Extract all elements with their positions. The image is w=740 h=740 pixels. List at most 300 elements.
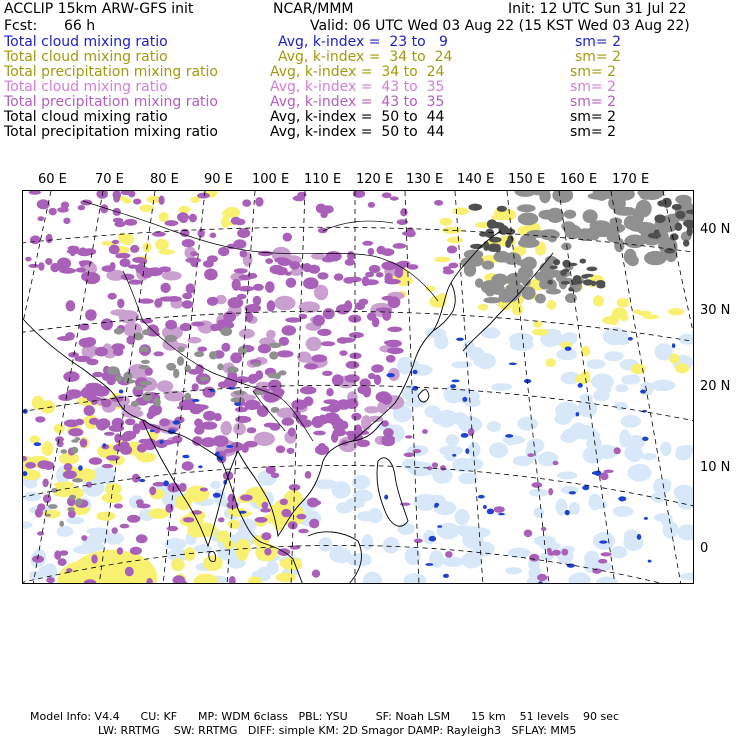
cloud-light-purple-patch [162,271,182,280]
precip-purple-patch [547,548,552,553]
precip-purple-patch [80,439,88,448]
precip-purple-patch [50,263,59,272]
cloud-dark-gray-patch [654,229,660,239]
precip-purple-patch [258,251,273,256]
precip-purple-patch [112,527,118,534]
precip-purple-patch [345,374,360,382]
cloud-blue-streak [34,442,42,446]
cloud-light-blue-patch [404,399,427,407]
field-smoothing: sm= 2 [575,34,622,50]
precip-purple-patch [529,554,539,562]
precip-purple-patch [601,552,612,556]
precip-purple-patch [309,519,319,529]
precip-purple-patch [63,371,79,382]
precip-purple-patch [253,296,262,306]
cloud-dark-gray-patch [672,204,682,210]
precip-yellow-patch [194,574,218,584]
field-name: Total cloud mixing ratio [4,79,168,95]
cloud-light-blue-patch [505,567,522,574]
precip-purple-patch [106,455,120,461]
cloud-dark-gray-patch [479,232,488,237]
cloud-gray-patch [177,346,184,352]
cloud-dark-gray-patch [553,259,560,265]
cloud-blue-streak [578,383,583,388]
longitude-label: 70 E [95,172,124,187]
precip-purple-patch [440,465,446,470]
cloud-gray-patch [514,191,536,197]
latitude-label: 30 N [700,303,731,318]
cloud-gray-patch [139,346,149,352]
precip-purple-patch [83,248,97,255]
cloud-gray-patch [678,196,691,212]
precip-yellow-patch [121,234,134,245]
cloud-gray-patch [481,280,499,294]
precip-purple-patch [228,297,244,308]
cloud-blue-streak [182,455,186,458]
precip-purple-patch [46,577,55,583]
longitude-label: 150 E [508,172,546,187]
precip-purple-patch [113,348,123,356]
cloud-light-blue-patch [642,453,657,460]
cloud-gray-patch [67,507,74,512]
precip-purple-patch [147,267,163,276]
cloud-light-blue-patch [680,573,695,580]
cloud-blue-streak [413,370,418,374]
cloud-blue-streak [78,465,83,471]
precip-yellow-patch [426,286,436,292]
cloud-gray-patch [561,243,571,251]
precip-purple-patch [97,418,111,429]
precip-purple-patch [317,329,331,336]
precip-purple-patch [386,355,396,363]
cloud-light-blue-patch [626,446,643,462]
precip-purple-patch [282,418,295,426]
cloud-light-blue-patch [509,333,534,346]
cloud-dark-gray-patch [550,265,558,269]
cloud-gray-patch [141,360,150,364]
cloud-blue-streak [640,390,646,394]
precip-purple-patch [203,411,216,421]
cloud-light-blue-patch [628,374,640,384]
cloud-light-blue-patch [462,552,482,568]
cloud-light-blue-patch [615,402,628,411]
precip-purple-patch [124,219,137,226]
precip-purple-patch [285,317,301,322]
cloud-light-blue-patch [105,532,124,544]
precip-purple-patch [271,473,280,478]
precip-purple-patch [432,462,438,468]
cloud-blue-streak [565,510,570,515]
precip-purple-patch [548,488,553,495]
precip-purple-patch [78,205,86,210]
cloud-dark-gray-patch [675,211,685,219]
precip-purple-patch [255,517,268,523]
cloud-blue-streak [226,445,233,448]
cloud-gray-patch [546,288,561,294]
precip-yellow-patch [447,237,463,244]
cloud-gray-patch [69,495,76,500]
precip-purple-patch [128,191,135,197]
cloud-light-blue-patch [57,526,74,537]
cloud-blue-streak [642,437,648,441]
precip-purple-patch [261,532,271,540]
precip-purple-patch [192,436,203,446]
precip-purple-patch [29,191,41,195]
precip-purple-patch [299,314,308,320]
precip-purple-patch [393,243,407,249]
precip-purple-patch [66,300,76,311]
precip-purple-patch [604,470,614,473]
precip-purple-patch [323,399,338,404]
cloud-gray-patch [512,275,521,285]
cloud-gray-patch [166,363,176,371]
precip-purple-patch [160,283,170,293]
precip-purple-patch [95,347,108,357]
longitude-label: 160 E [560,172,598,187]
precip-purple-patch [120,524,130,529]
cloud-gray-patch [173,369,179,378]
precip-purple-patch [214,439,226,447]
cloud-gray-patch [131,401,139,407]
cloud-gray-patch [538,210,556,220]
precip-purple-patch [68,246,80,251]
precip-purple-patch [394,268,403,279]
precip-yellow-patch [216,530,230,542]
precip-yellow-patch [123,198,131,204]
longitude-label: 170 E [612,172,650,187]
precip-purple-patch [346,361,360,369]
cloud-blue-streak [487,509,494,515]
precip-purple-patch [89,457,102,465]
precip-yellow-patch [96,512,115,521]
cloud-gray-patch [238,346,247,355]
precip-purple-patch [402,231,415,236]
precip-purple-patch [207,255,218,262]
model-info-line: Model Info: V4.4 CU: KF MP: WDM 6class PBL: YSU SF: Noah LSM 15 km 51 levels 90 sec [30,710,620,723]
cloud-light-blue-patch [404,573,426,584]
cloud-blue-streak [569,491,576,494]
field-avg-kindex: Avg, k-index = 43 to 35 [270,94,445,110]
cloud-blue-streak [434,505,438,508]
precip-purple-patch [404,453,415,458]
longitude-label: 110 E [304,172,342,187]
precip-yellow-patch [532,329,549,336]
cloud-gray-patch [535,294,546,304]
cloud-gray-patch [115,375,123,382]
precip-purple-patch [376,307,392,312]
valid-time: Valid: 06 UTC Wed 03 Aug 22 (15 KST Wed 03 Aug 22) [310,18,690,34]
cloud-light-purple-patch [364,406,379,413]
latitude-label: 0 [700,541,709,556]
precip-yellow-patch [178,206,190,214]
cloud-gray-patch [220,327,232,336]
precip-purple-patch [318,443,326,450]
cloud-blue-streak [173,420,181,424]
precip-purple-patch [37,460,50,469]
cloud-light-blue-patch [570,423,587,440]
precip-yellow-patch [669,354,680,364]
precip-purple-patch [65,332,75,340]
cloud-light-blue-patch [651,492,667,502]
precip-purple-patch [371,364,384,373]
cloud-blue-streak [465,448,469,454]
cloud-light-blue-patch [329,546,347,563]
cloud-blue-streak [384,495,388,500]
precip-purple-patch [127,515,140,523]
precip-yellow-patch [155,239,169,251]
precip-purple-patch [153,351,163,356]
cloud-light-blue-patch [491,383,512,391]
precip-purple-patch [91,554,97,563]
precip-purple-patch [186,283,195,293]
precip-purple-patch [349,353,361,360]
cloud-gray-patch [520,234,536,247]
cloud-dark-gray-patch [561,281,570,285]
precip-purple-patch [285,272,292,276]
cloud-blue-streak [644,517,648,520]
precip-purple-patch [28,264,39,268]
cloud-light-blue-patch [557,471,577,479]
cloud-blue-streak [498,513,505,515]
precip-purple-patch [84,405,95,416]
precip-purple-patch [63,218,70,224]
cloud-light-blue-patch [336,502,353,513]
precip-purple-patch [318,228,328,234]
precip-purple-patch [66,389,82,398]
precip-purple-patch [242,199,251,206]
precip-purple-patch [25,462,36,469]
precip-purple-patch [136,534,148,543]
precip-purple-patch [75,419,84,426]
cloud-light-blue-patch [442,557,464,567]
field-name: Total precipitation mixing ratio [4,64,218,80]
precip-purple-patch [123,431,136,440]
cloud-blue-streak [509,363,517,366]
cloud-gray-patch [516,260,531,267]
cloud-blue-streak [437,525,442,528]
cloud-light-blue-patch [383,537,400,554]
cloud-light-blue-patch [66,517,84,525]
precip-purple-patch [224,449,234,453]
longitude-label: 130 E [406,172,444,187]
precip-yellow-patch [280,558,303,569]
precip-purple-patch [82,385,98,397]
cloud-blue-streak [582,485,589,490]
cloud-light-purple-patch [157,380,174,392]
field-smoothing: sm= 2 [570,64,617,80]
latitude-label: 40 N [700,222,731,237]
cloud-light-blue-patch [621,415,641,428]
precip-purple-patch [300,386,317,394]
precip-purple-patch [232,279,241,291]
precip-purple-patch [262,502,269,509]
cloud-blue-streak [483,505,487,509]
precip-purple-patch [45,258,52,265]
latitude-label: 10 N [700,460,731,475]
cloud-dark-gray-patch [491,222,505,228]
precip-purple-patch [183,517,194,522]
precip-purple-patch [553,461,559,466]
cloud-light-blue-patch [436,410,457,428]
cloud-light-blue-patch [23,492,41,502]
precip-purple-patch [117,547,123,554]
precip-yellow-patch [619,315,629,321]
longitude-label: 140 E [457,172,495,187]
precip-yellow-patch [276,572,296,582]
precip-purple-patch [200,488,208,492]
precip-purple-patch [355,302,366,310]
cloud-light-blue-patch [596,577,618,584]
cloud-light-blue-patch [487,421,501,432]
precip-purple-patch [182,239,195,247]
cloud-blue-streak [213,493,221,498]
cloud-gray-patch [142,329,150,335]
cloud-light-blue-patch [677,524,694,540]
cloud-blue-streak [462,397,467,402]
precip-purple-patch [37,531,44,535]
cloud-light-blue-patch [615,384,628,392]
precip-purple-patch [413,449,422,453]
precip-purple-patch [345,398,358,409]
precip-yellow-patch [159,212,169,222]
cloud-blue-streak [628,337,633,341]
precip-purple-patch [247,273,257,279]
cloud-dark-gray-patch [654,214,665,223]
precip-purple-patch [235,376,250,383]
cloud-dark-gray-patch [586,267,597,272]
cloud-gray-patch [139,381,152,386]
precip-purple-patch [264,423,276,428]
precip-purple-patch [363,279,379,285]
precip-yellow-patch [581,371,590,379]
cloud-gray-patch [539,191,550,203]
precip-purple-patch [253,284,264,291]
precip-purple-patch [386,340,402,347]
cloud-gray-patch [75,498,82,506]
precip-yellow-patch [236,544,248,561]
precip-purple-patch [289,261,300,269]
physics-info-line: LW: RRTMG SW: RRTMG DIFF: simple KM: 2D Smagor DAMP: Rayleigh3 SFLAY: MM5 [98,724,577,737]
precip-purple-patch [117,299,124,309]
cloud-blue-streak [456,338,464,341]
field-smoothing: sm= 2 [570,124,617,140]
cloud-gray-patch [234,390,246,395]
cloud-gray-patch [227,367,239,374]
cloud-light-blue-patch [331,481,350,498]
precip-purple-patch [203,387,216,398]
precip-purple-patch [204,269,218,281]
precip-purple-patch [312,500,321,505]
cloud-gray-patch [564,210,576,219]
precip-purple-patch [344,300,352,311]
precip-purple-patch [274,257,289,263]
precip-purple-patch [468,428,474,436]
precip-purple-patch [115,253,122,258]
cloud-dark-gray-patch [670,233,679,240]
cloud-light-blue-patch [527,439,545,453]
cloud-light-blue-patch [580,394,593,402]
precip-purple-patch [87,359,99,366]
precip-yellow-patch [40,400,55,413]
precip-purple-patch [165,220,179,226]
cloud-gray-patch [561,221,575,231]
precip-purple-patch [165,504,173,513]
cloud-light-purple-patch [239,329,255,339]
precip-purple-patch [552,550,561,556]
precip-purple-patch [387,327,402,333]
field-smoothing: sm= 2 [570,94,617,110]
cloud-blue-streak [478,495,485,499]
precip-purple-patch [190,406,202,415]
precip-purple-patch [159,296,174,301]
cloud-light-blue-patch [475,353,496,369]
precip-purple-patch [323,308,335,319]
precip-purple-patch [315,417,329,424]
precip-purple-patch [159,418,170,426]
precip-purple-patch [614,447,621,454]
precip-purple-patch [235,416,251,423]
precip-purple-patch [265,258,273,264]
cloud-gray-patch [134,386,144,390]
precip-purple-patch [57,441,64,447]
precip-purple-patch [37,503,45,511]
cloud-gray-patch [139,365,150,369]
precip-purple-patch [445,551,453,558]
precip-purple-patch [114,503,123,508]
precip-purple-patch [561,549,568,556]
precip-purple-patch [210,324,219,331]
precip-purple-patch [286,278,297,288]
cloud-blue-streak [461,433,469,438]
precip-purple-patch [298,529,309,534]
precip-yellow-patch [617,298,630,308]
precip-purple-patch [86,482,92,488]
precip-purple-patch [281,509,291,517]
precip-purple-patch [265,281,275,293]
cloud-light-blue-patch [562,332,578,343]
cloud-light-blue-patch [462,340,475,356]
cloud-gray-patch [274,373,281,380]
precip-purple-patch [339,350,347,356]
longitude-label: 120 E [356,172,394,187]
cloud-blue-streak [429,536,437,542]
center-label: NCAR/MMM [273,1,354,17]
precip-purple-patch [443,266,451,271]
precip-purple-patch [400,208,407,216]
precip-purple-patch [80,200,92,206]
cloud-blue-streak [565,347,572,351]
precip-purple-patch [42,479,48,488]
cloud-blue-streak [159,440,163,444]
precip-purple-patch [434,200,443,206]
longitude-label: 60 E [38,172,67,187]
latitude-label: 20 N [700,379,731,394]
precip-purple-patch [334,273,344,280]
cloud-gray-patch [72,478,83,482]
precip-purple-patch [398,261,411,266]
cloud-light-blue-patch [679,334,694,345]
cloud-gray-patch [184,393,191,400]
precip-purple-patch [247,427,257,433]
cloud-light-blue-patch [397,523,414,535]
precip-yellow-patch [30,435,40,443]
precip-purple-patch [321,341,335,346]
precip-purple-patch [49,208,57,216]
forecast-label: Fcst: [4,18,38,34]
precip-purple-patch [59,550,68,556]
cloud-light-blue-patch [675,449,691,461]
precip-purple-patch [524,530,533,538]
